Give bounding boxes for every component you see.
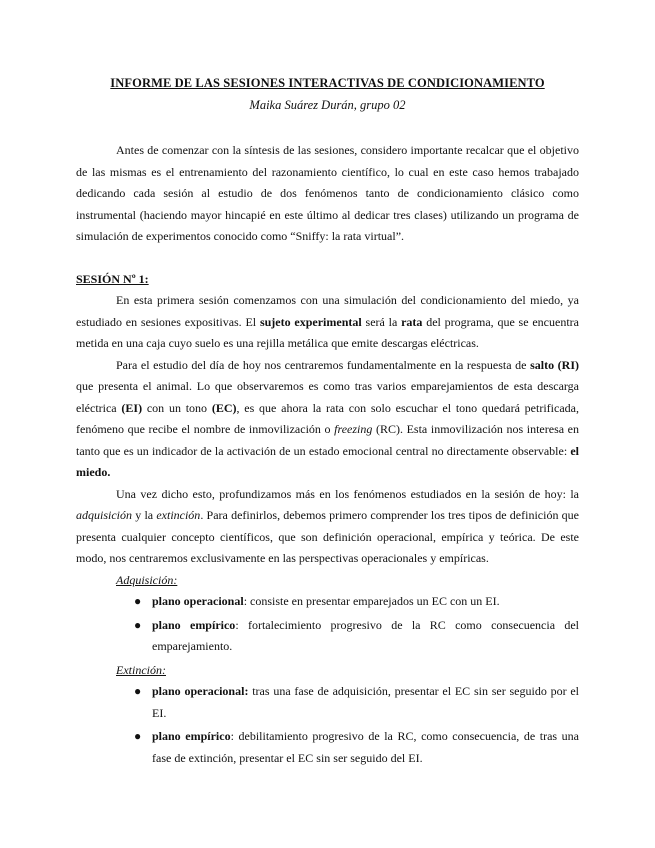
list-item [76,615,579,658]
paragraph-3 [76,484,579,570]
text-run: que presenta el animal. Lo que observaremos es como tras varios emparejamientos de esta descarga eléctrica [76,379,579,415]
intro-paragraph: Antes de comenzar con la síntesis de las sesiones, considero importante recalcar que el objetivo de las mismas es el entrenamiento del razonamiento científico, lo cual en este caso hemos trabajado dedicando cada sesión al estudio de dos fenómenos tanto de condicionamiento clásico como instrumental (haciendo mayor hincapié en este último al dedicar tres clases) utilizando un programa de simulación de experimentos conocido como “Sniffy: la rata virtual”. [76,143,579,243]
list-item [76,726,579,769]
bullet-icon: ● [134,684,142,698]
paragraph-1 [76,290,579,355]
document-title: INFORME DE LAS SESIONES INTERACTIVAS DE CONDICIONAMIENTO [110,76,545,90]
italic-term: adquisición [76,508,132,522]
italic-term: extinción [156,508,201,522]
subheading-adquisicion: Adquisición: [116,572,178,587]
bold-term: plano operacional: [152,684,249,698]
document-body [76,140,579,771]
author-line: Maika Suárez Durán, grupo 02 [249,98,406,112]
text-run: con un tono [142,400,212,415]
bullet-icon: ● [134,729,142,743]
bold-term: el miedo. [76,443,579,479]
text-run: : fortalecimiento progresivo de la RC como consecuencia del emparejamiento. [152,617,580,653]
text-run: Para el estudio del día de hoy nos centraremos fundamentalmente en la respuesta de [116,357,531,372]
bullet-icon: ● [134,617,142,632]
list-extincion [76,681,579,769]
bold-term: (EI) [121,400,143,415]
bold-term: salto (RI) [530,357,580,372]
text-run: del programa, que se encuentra metida en una caja cuyo suelo es una rejilla metálica que emite descargas eléctricas. [76,314,579,350]
text-run: será la [361,314,402,329]
section-heading: SESIÓN Nº 1: [76,271,149,286]
text-run: tras una fase de adquisición, presentar el EC sin ser seguido por el EI. [152,684,580,720]
bold-term: rata [401,314,423,329]
text-run: y la [132,508,157,522]
text-run: (RC). Esta inmovilización nos interesa en tanto que es un indicador de la activación de un estado emocional central no directamente observable: [76,422,580,458]
subheading-extincion: Extinción: [116,662,166,677]
bold-term: plano operacional [152,594,244,608]
bold-term: sujeto experimental [259,314,362,329]
list-item [76,591,579,613]
list-adquisicion [76,591,579,658]
text-run: : debilitamiento progresivo de la RC, como consecuencia, de tras una fase de extinción, presentar el EC sin ser seguido del EI. [152,729,579,765]
bold-term: (EC) [211,400,237,415]
bullet-icon: ● [134,594,142,608]
list-item [76,681,579,724]
text-run: : consiste en presentar emparejados un EC con un EI. [243,594,500,608]
text-run: . Para definirlos, debemos primero comprender los tres tipos de definición que presenta cualquier concepto científicos, que son definición operacional, empírica y teórica. De este modo, nos centraremos exclusivamente en las perspectivas operacionales y empíricas. [76,508,579,565]
bold-term: plano empírico [152,617,236,632]
bold-term: plano empírico [152,729,231,743]
text-run: En esta primera sesión comenzamos con una simulación del condicionamiento del miedo, ya estudiado en sesiones expositivas. El [76,293,579,329]
text-run: , es que ahora la rata con solo escuchar el tono quedará petrificada, fenómeno que recibe el nombre de inmovilización o [76,400,579,436]
text-run: Una vez dicho esto, profundizamos más en los fenómenos estudiados en la sesión de hoy: la [116,486,579,501]
italic-term: freezing [334,422,373,436]
paragraph-2 [76,355,579,484]
